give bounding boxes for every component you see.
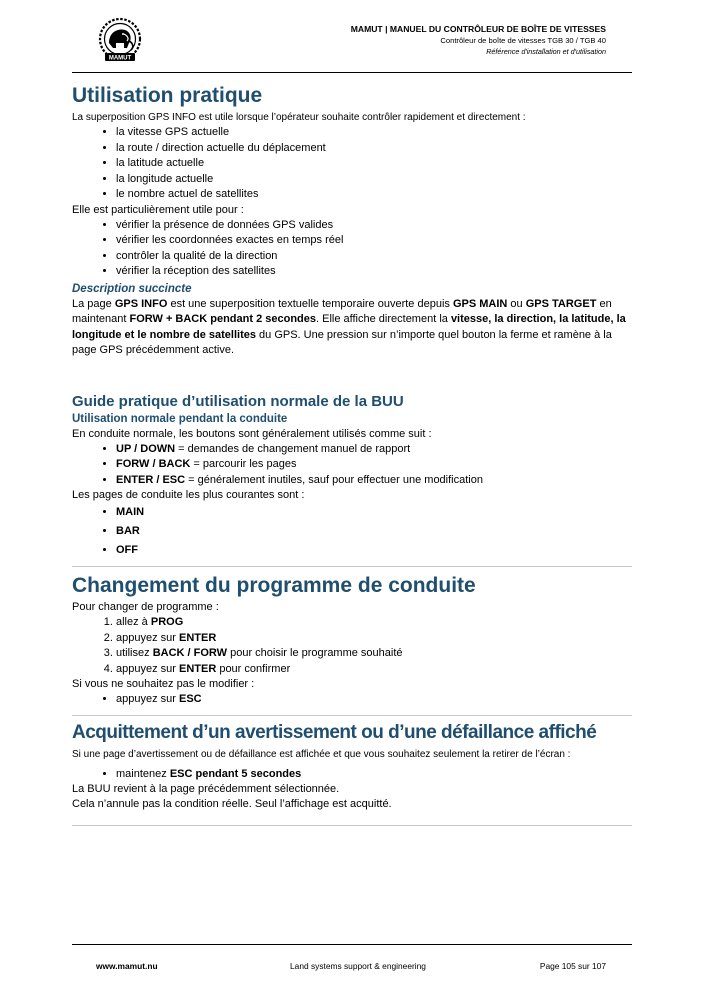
footer-website-link[interactable]: www.mamut.nu [96,961,158,971]
useful-for-text: Elle est particulièrement utile pour : [72,203,244,216]
list-item: • ENTER / ESC = généralement inutiles, sauf pour effectuer une modification [116,473,632,489]
description-paragraph: La page GPS INFO est une superposition textuelle temporaire ouverte depuis GPS MAIN ou GPS TARGET en maintenant FORW + BACK pendant 2 secondes. Elle affiche directement la vitesse, la direction, la latitude, la longitude et le nombre de satellites du GPS. Une pression sur n’importe quel bouton la ferme et ramène à la page GPS précédemment active. [72,297,626,356]
header-title: MAMUT | MANUEL DU CONTRÔLEUR DE BOÎTE DE VITESSES [350,24,606,34]
list-item: • BAR [116,522,632,541]
heading-guide-pratique: Guide pratique d’utilisation normale de la BUU [72,392,404,410]
pages-intro: Les pages de conduite les plus courantes sont : [72,489,305,501]
list-item: 1. allez à PROG [116,615,632,631]
page-content [72,82,632,826]
list-item: • le nombre actuel de satellites [116,187,632,203]
acknowledge-line-2: Cela n’annule pas la condition réelle. Seul l’affichage est acquitté. [72,798,392,810]
footer-rule [72,944,632,945]
useful-for-list [72,218,632,280]
list-item: • UP / DOWN = demandes de changement manuel de rapport [116,442,632,458]
list-item: • la longitude actuelle [116,172,632,188]
list-item: 2. appuyez sur ENTER [116,631,632,647]
heading-changement-programme: Changement du programme de conduite [72,574,476,597]
list-item: • vérifier les coordonnées exactes en temps réel [116,233,632,249]
acknowledge-intro: Si une page d’avertissement ou de défaillance est affichée et que vous souhaitez seulement la retirer de l’écran : [72,748,571,760]
change-program-intro: Pour changer de programme : [72,601,219,613]
list-item: • contrôler la qualité de la direction [116,249,632,265]
heading-acquittement: Acquittement d’un avertissement ou d’une défaillance affiché [72,721,597,743]
logo-text: MAMUT [108,55,132,62]
gps-info-intro: La superposition GPS INFO est utile lorsque l’opérateur souhaite contrôler rapidement et directement : [72,112,526,123]
mamut-logo [94,17,146,63]
subheading-conduite: Utilisation normale pendant la conduite [72,412,288,425]
list-item: • la latitude actuelle [116,156,632,172]
list-item: • MAIN [116,503,632,522]
acknowledge-line-1: La BUU revient à la page précédemment sélectionnée. [72,783,340,795]
list-item: • vérifier la présence de données GPS valides [116,218,632,234]
normal-use-intro: En conduite normale, les boutons sont généralement utilisés comme suit : [72,427,432,440]
header-subtitle: Contrôleur de boîte de vitesses TGB 30 / TGB 40 [440,36,606,45]
acknowledge-list [72,767,632,783]
header-rule [72,72,632,73]
gps-info-list [72,125,632,203]
list-item: 4. appuyez sur ENTER pour confirmer [116,662,632,678]
list-item: • appuyez sur ESC [116,692,632,708]
change-program-steps [72,615,632,677]
driving-pages-list [72,503,632,560]
list-item: 3. utilisez BACK / FORW pour choisir le programme souhaité [116,646,632,662]
footer-tagline: Land systems support & engineering [290,961,426,971]
footer-page-number: Page 105 sur 107 [539,961,606,971]
list-item: • la route / direction actuelle du déplacement [116,141,632,157]
list-item: • FORW / BACK = parcourir les pages [116,457,632,473]
list-item: • maintenez ESC pendant 5 secondes [116,767,632,783]
button-usage-list [72,442,632,489]
no-modify-text: Si vous ne souhaitez pas le modifier : [72,678,255,690]
section-divider [72,825,632,826]
list-item: • vérifier la réception des satellites [116,264,632,280]
header-reference: Référence d'installation et d'utilisation [486,47,606,56]
subheading-description: Description succincte [72,282,192,295]
esc-list [72,692,632,708]
page-header [351,24,606,57]
list-item: • OFF [116,541,632,560]
heading-utilisation-pratique: Utilisation pratique [72,84,263,107]
list-item: • la vitesse GPS actuelle [116,125,632,141]
